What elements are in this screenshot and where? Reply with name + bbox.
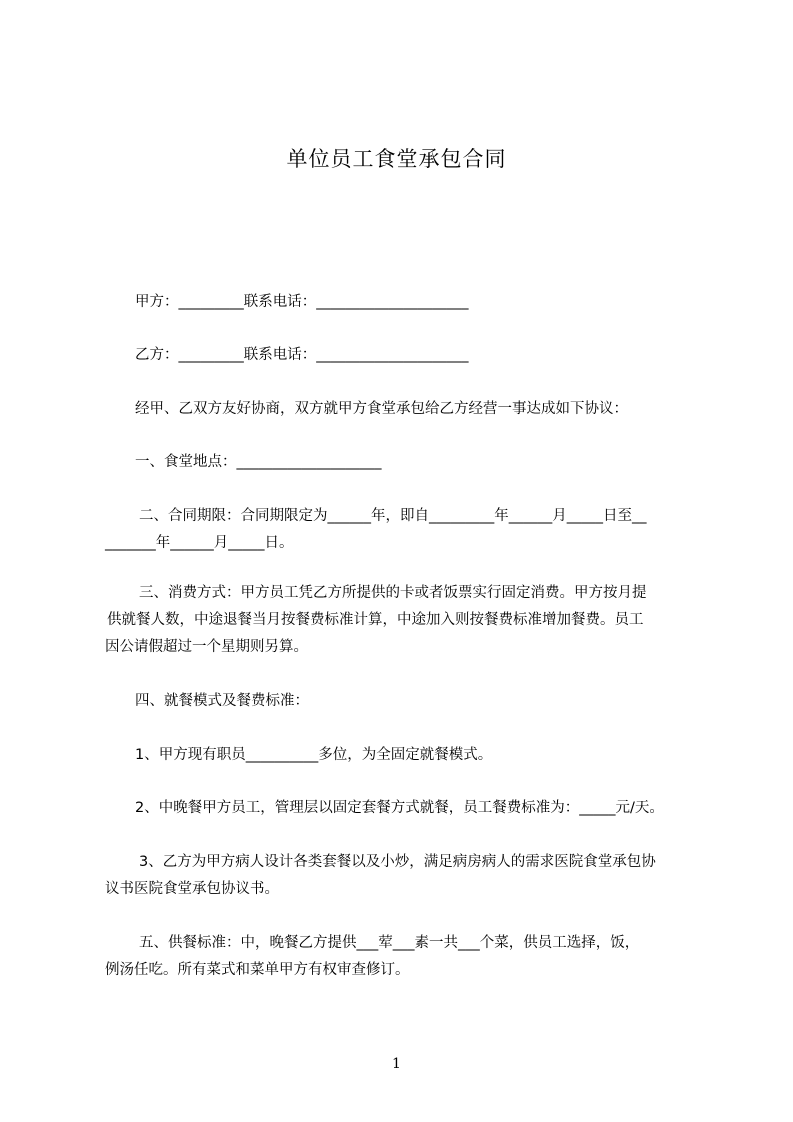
clause-2-line-1: 二、合同期限：合同期限定为______年，即自_________年______月_____日至__ — [139, 508, 647, 524]
clause-5-line-1: 五、供餐标准：中，晚餐乙方提供___荤___素一共___个菜，供员工选择，饭， — [139, 935, 640, 951]
party-a-line: 甲方：_________联系电话：_____________________ — [135, 294, 469, 310]
clause-1-location: 一、食堂地点：____________________ — [135, 454, 382, 470]
clause-2-line-2: _______年______月_____日。 — [105, 535, 294, 551]
clause-4-heading: 四、就餐模式及餐费标准： — [135, 693, 309, 709]
clause-3-line-1: 三、消费方式：甲方员工凭乙方所提供的卡或者饭票实行固定消费。甲方按月提 — [139, 585, 647, 601]
page-number: 1 — [392, 1056, 401, 1072]
clause-3-line-3: 因公请假超过一个星期则另算。 — [105, 639, 308, 655]
clause-5-line-2: 例汤任吃。所有菜式和菜单甲方有权审查修订。 — [105, 962, 410, 978]
intro-paragraph: 经甲、乙双方友好协商，双方就甲方食堂承包给乙方经营一事达成如下协议： — [135, 401, 628, 417]
item-3-line-1: 3、乙方为甲方病人设计各类套餐以及小炒，满足病房病人的需求医院食堂承包协 — [139, 854, 656, 870]
document-title: 单位员工食堂承包合同 — [286, 147, 507, 171]
item-2: 2、中晚餐甲方员工，管理层以固定套餐方式就餐，员工餐费标准为：_____元/天。 — [135, 800, 664, 816]
clause-3-line-2: 供就餐人数，中途退餐当月按餐费标准计算，中途加入则按餐费标准增加餐费。员工 — [107, 612, 644, 628]
item-3-line-2: 议书医院食堂承包协议书。 — [105, 881, 279, 897]
item-1: 1、甲方现有职员__________多位，为全固定就餐模式。 — [135, 747, 493, 763]
party-b-line: 乙方：_________联系电话：_____________________ — [135, 347, 469, 363]
